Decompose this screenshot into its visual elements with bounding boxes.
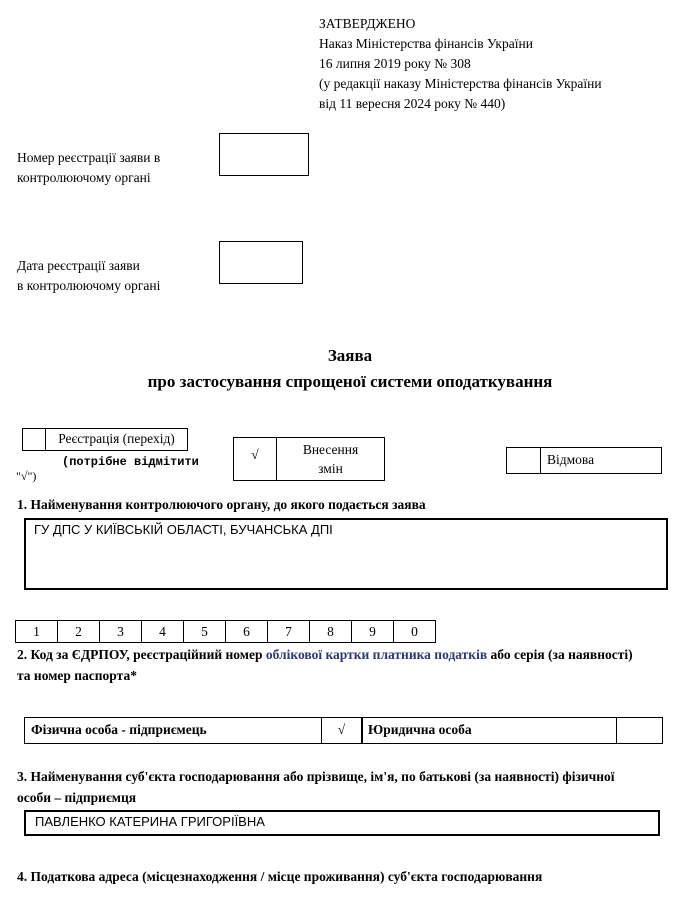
- code-digit-cell[interactable]: 2: [57, 620, 100, 643]
- registration-number-field[interactable]: [219, 133, 309, 176]
- code-digit-cell[interactable]: 8: [309, 620, 352, 643]
- code-digit-cell[interactable]: 1: [15, 620, 58, 643]
- section3-heading: 3. Найменування суб'єкта господарювання або прізвище, ім'я, по батькові (за наявності) фізичної: [17, 769, 615, 784]
- registration-option-label: Реєстрація (перехід): [58, 431, 175, 446]
- registration-date-label: Дата реєстрації заяви в контролюючому органі: [17, 258, 161, 293]
- refusal-checkbox[interactable]: [507, 448, 541, 473]
- taxpayer-card-link: облікової картки платника податків: [265, 647, 488, 662]
- code-digit-cell[interactable]: 4: [141, 620, 184, 643]
- section2-heading-line2: та номер паспорта*: [17, 668, 137, 683]
- document-subtitle: про застосування спрощеної системи оподаткування: [147, 372, 553, 391]
- subject-name-value: ПАВЛЕНКО КАТЕРИНА ГРИГОРІЇВНА: [35, 814, 265, 829]
- subject-type-row: [24, 717, 663, 744]
- section3-heading-line2: особи – підприємця: [17, 790, 137, 805]
- code-digits: [15, 620, 436, 643]
- code-digit-cell[interactable]: 3: [99, 620, 142, 643]
- changes-option-label: Внесення змін: [302, 442, 359, 476]
- changes-checkbox[interactable]: √: [234, 438, 277, 480]
- legal-entity-checkbox[interactable]: [616, 717, 663, 744]
- registration-number-label: Номер реєстрації заяви в контролюючому органі: [17, 150, 161, 185]
- changes-option[interactable]: [233, 437, 385, 481]
- approval-line: Наказ Міністерства фінансів України: [319, 36, 533, 51]
- individual-entrepreneur-label: Фізична особа - підприємець: [24, 717, 322, 744]
- code-digit-cell[interactable]: 6: [225, 620, 268, 643]
- section2-heading: 2. Код за ЄДРПОУ, реєстраційний номер облікової картки платника податків або серія (за наявності): [17, 647, 633, 662]
- approval-line: (у редакції наказу Міністерства фінансів України: [319, 76, 602, 91]
- controlling-authority-field[interactable]: [24, 518, 668, 590]
- legal-entity-label: Юридична особа: [361, 717, 617, 744]
- registration-date-field[interactable]: [219, 241, 303, 284]
- section4-heading: 4. Податкова адреса (місцезнаходження / місце проживання) суб'єкта господарювання: [17, 869, 543, 884]
- approval-block: [319, 14, 602, 114]
- code-digit-cell[interactable]: 7: [267, 620, 310, 643]
- mark-note: (потрібне відмітити: [62, 455, 199, 469]
- approval-line: ЗАТВЕРДЖЕНО: [319, 16, 416, 31]
- section1-heading: 1. Найменування контролюючого органу, до якого подається заява: [17, 497, 426, 512]
- registration-checkbox[interactable]: [23, 429, 46, 450]
- document-title: Заява: [327, 346, 373, 365]
- mark-note-symbol: "√"): [16, 469, 37, 483]
- controlling-authority-value: ГУ ДПС У КИЇВСЬКІЙ ОБЛАСТІ, БУЧАНСЬКА ДПІ: [34, 522, 333, 537]
- individual-entrepreneur-checkbox[interactable]: √: [321, 717, 363, 744]
- approval-line: від 11 вересня 2024 року № 440): [319, 96, 506, 111]
- code-digit-cell[interactable]: 9: [351, 620, 394, 643]
- registration-option[interactable]: [22, 428, 188, 451]
- subject-name-field[interactable]: [24, 810, 660, 836]
- code-digit-cell[interactable]: 5: [183, 620, 226, 643]
- code-digit-cell[interactable]: 0: [393, 620, 436, 643]
- approval-line: 16 липня 2019 року № 308: [319, 56, 471, 71]
- refusal-option-label: Відмова: [547, 452, 595, 467]
- refusal-option[interactable]: [506, 447, 662, 474]
